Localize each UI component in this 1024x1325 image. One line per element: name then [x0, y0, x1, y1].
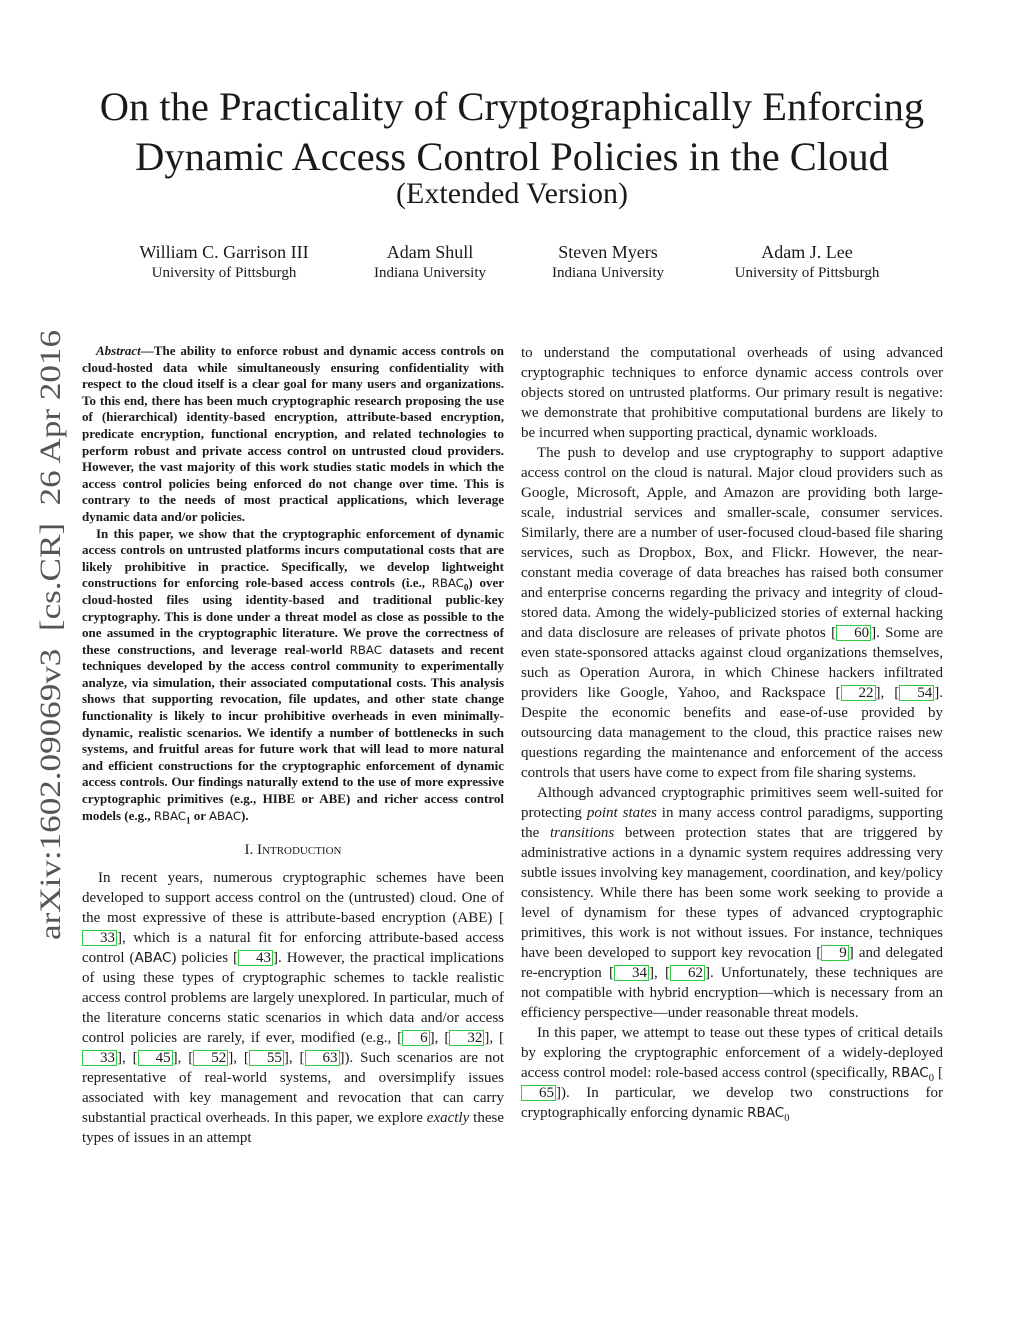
author-name: Adam J. Lee — [761, 242, 853, 262]
citation-link[interactable]: 55 — [249, 1050, 284, 1066]
citation-link[interactable]: 6 — [402, 1030, 430, 1046]
citation-link[interactable]: 22 — [841, 685, 876, 701]
abstract-paragraph-1: Abstract—The ability to enforce robust and dynamic access controls on cloud-hosted data while simultaneously ensuring confidentiality with respect to the cloud itself is a clear goal for many users and organizations. To this end, there has been much cryptographic research proposing the use of (hierarchical) identity-based encryption, attribute-based encryption, predicate encryption, functional encryption, and related technologies to perform robust and private access control on untrusted cloud providers. However, the vast majority of this work studies static models in which the access control policies being enforced do not change over time. This is contrary to the needs of most practical applications, which leverage dynamic data and/or policies. — [82, 343, 504, 524]
body-paragraph-2: The push to develop and use cryptography to support adaptive access control on the cloud is natural. Major cloud providers such as Google, Microsoft, Apple, and Amazon are providing both large-scale, industrial services and smaller-scale, consumer services. Similarly, there are a number of user-focused cloud-based file sharing services, such as Dropbox, Box, and Flickr. However, the near-constant media coverage of data breaches has raised both consumer and enterprise concerns regarding the privacy and integrity of cloud-stored data. Among the widely-publicized stories of external hacking and data disclosure are releases of private photos [ 60 ]. Some are even state-sponsored attacks against cloud organizations themselves, such as Operation Aurora, in which Chinese hackers infiltrated providers like Google, Yahoo, and Rackspace [ 22 ], [ 54 ]. Despite the economic benefits and ease-of-use provided by outsourcing data management to the cloud, this practice raises new questions regarding the maintenance and enforcement of the access controls that users have come to expect from file sharing systems. — [521, 445, 943, 781]
paper-subtitle: (Extended Version) — [396, 177, 628, 210]
abstract-paragraph-2: In this paper, we show that the cryptographic enforcement of dynamic access controls on untrusted platforms incurs computational costs that are likely prohibitive in practice. Specifically, we develop lightweight constructions for enforcing role-based access controls (i.e., $RBAC_0$) over cloud-hosted files using identity-based and traditional public-key cryptography. This is done under a threat model as close as possible to the one assumed in the cryptographic literature. We prove the correctness of these constructions, and leverage real-world RBAC datasets and recent techniques developed by the access control community to experimentally analyze, via simulation, their associated computational costs. This analysis shows that supporting revocation, file updates, and other state change functionality is likely to incur prohibitive overheads in even minimally-dynamic, realistic scenarios. We identify a number of bottlenecks in such systems, and fruitful areas for future work that will lead to more natural and efficient constructions for the cryptographic enforcement of dynamic access controls. Our findings naturally extend to the use of more expressive cryptographic primitives (e.g., HIBE or ABE) and richer access control models (e.g., $RBAC_1$ or ABAC). — [82, 525, 504, 826]
citation-link[interactable]: 45 — [138, 1050, 173, 1066]
author-1 — [114, 241, 334, 283]
body-paragraph-4: In this paper, we attempt to tease out these types of critical details by exploring the cryptographic enforcement of a widely-deployed access control model: role-based access control (specifically, $RBAC_0$ [65 ]). In particular, we develop two constructions for cryptographically enforcing dynamic $RBAC_0$ — [521, 1025, 944, 1124]
author-name: Steven Myers — [558, 242, 658, 262]
title-line-1: On the Practicality of Cryptographically Enforcing — [99, 84, 925, 129]
citation-link[interactable]: 43 — [238, 950, 273, 966]
citation-link[interactable]: 60 — [836, 625, 871, 641]
author-name: Adam Shull — [386, 242, 474, 262]
citation-link[interactable]: 62 — [670, 965, 705, 981]
citation-link[interactable]: 52 — [193, 1050, 228, 1066]
citation-link[interactable]: 9 — [821, 945, 849, 961]
author-list — [0, 241, 1024, 291]
section-heading-introduction: I. Introduction — [244, 842, 342, 859]
arxiv-stamp-text: arXiv:1602.09069v3 [cs.CR] 26 Apr 2016 — [34, 418, 67, 940]
citation-link[interactable]: 34 — [614, 965, 649, 981]
title-line-2: Dynamic Access Control Policies in the Cloud — [135, 134, 889, 179]
body-paragraph-1: to understand the computational overheads of using advanced cryptographic techniques to enforce dynamic access controls over objects stored on untrusted platforms. Our primary result is negative: we demonstrate that prohibitive computational burdens are likely to be incurred when supporting practical, dynamic workloads. — [521, 345, 943, 441]
intro-paragraph: In recent years, numerous cryptographic schemes have been developed to support access control on the (untrusted) cloud. One of the most expressive of these is attribute-based encryption (ABE) [33 ], which is a natural fit for enforcing attribute-based access control (ABAC) policies [ 43 ]. However, the practical implications of using these types of cryptographic schemes to tackle realistic access control problems are largely unexplored. In particular, much of the literature concerns static scenarios in which data and/or access control policies are rarely, if ever, modified (e.g., [ 6 ], [ 32 ], [33 ], [ 45 ], [ 52 ], [ 55 ], [ 63 ]). Such scenarios are not representative of real-world systems, and oversimplify issues associated with key management and revocation that can carry substantial practical overheads. In this paper, we explore exactly these types of issues in an attempt — [82, 870, 505, 1147]
paper-title — [60, 82, 964, 182]
right-column — [521, 343, 943, 1123]
author-4 — [697, 241, 917, 283]
abstract-label: Abstract — [96, 343, 141, 358]
author-affiliation: University of Pittsburgh — [734, 265, 880, 281]
citation-link[interactable]: 65 — [521, 1085, 556, 1101]
author-3 — [498, 241, 718, 283]
author-affiliation: University of Pittsburgh — [151, 265, 297, 281]
author-name: William C. Garrison III — [139, 242, 309, 262]
author-affiliation: Indiana University — [373, 265, 487, 281]
citation-link[interactable]: 33 — [82, 930, 117, 946]
arxiv-stamp — [26, 300, 70, 960]
citation-link[interactable]: 32 — [449, 1030, 484, 1046]
body-paragraph-3: Although advanced cryptographic primitives seem well-suited for protecting point states in many access control paradigms, supporting the transitions between protection states that are triggered by administrative actions in a dynamic system requires addressing very subtle issues involving key management, coordination, and key/policy consistency. While there has been some work seeking to provide a level of dynamism for these types of advanced cryptographic primitives, this work is not without issues. For instance, techniques have been developed to support key revocation [ 9 ] and delegated re-encryption [ 34 ], [ 62 ]. Unfortunately, these techniques are not compatible with hybrid encryption—which is necessary from an efficiency perspective—under reasonable threat models. — [521, 785, 944, 1021]
citation-link[interactable]: 63 — [305, 1050, 340, 1066]
author-affiliation: Indiana University — [551, 265, 665, 281]
left-column — [82, 343, 504, 1148]
citation-link[interactable]: 54 — [899, 685, 934, 701]
citation-link[interactable]: 33 — [82, 1050, 117, 1066]
